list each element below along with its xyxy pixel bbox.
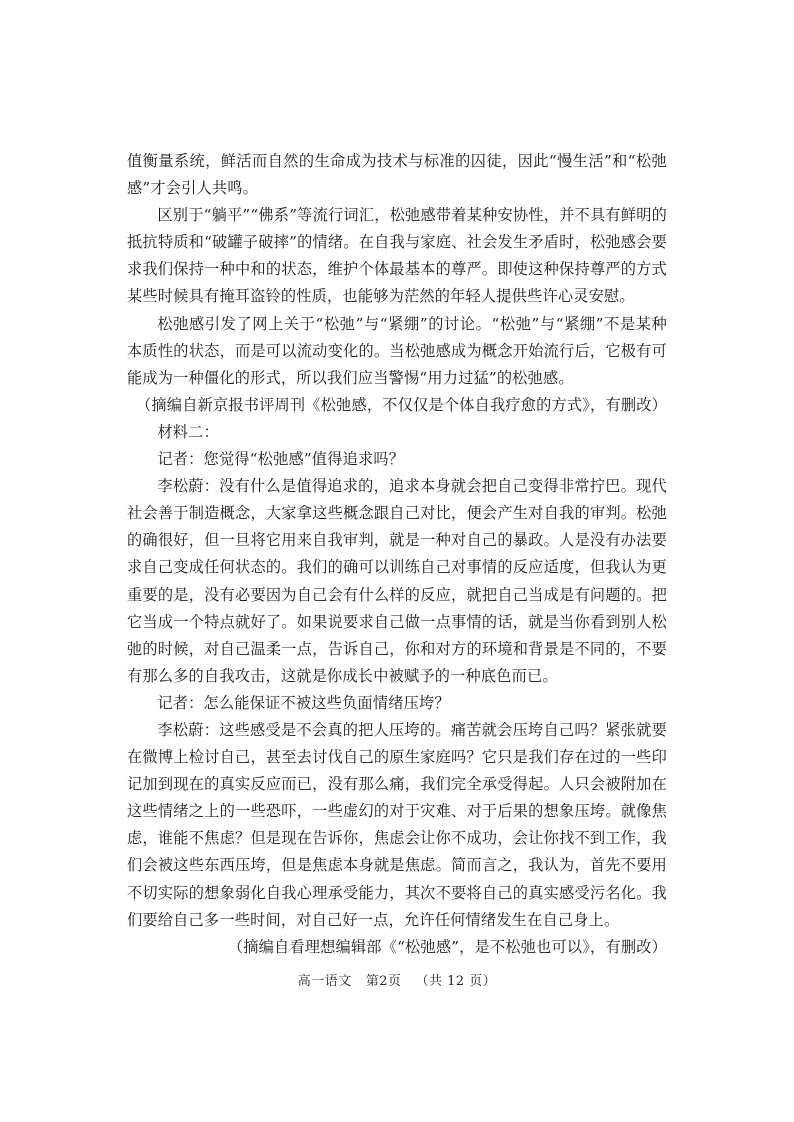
interviewee-answer-1: 李松蔚：没有什么是值得追求的，追求本身就会把自己变得非常拧巴。现代社会善于制造概念，大家拿这些概念跟自己对比，便会产生对自我的审判。松弛的确很好，但一旦将它用来自我审判，就是一种对自己的暴政。人是没有办法要求自己变成任何状态的。我们的确可以训练自己对事情的反应适度，但我认为更重要的是，没有必要因为自己会有什么样的反应，就把自己当成是有问题的。把它当成一个特点就好了。如果说要求自己做一点事情的话，就是当你看到别人松弛的时候，对自己温柔一点，告诉自己，你和对方的环境和背景是不同的，不要有那么多的自我攻击，这就是你成长中被赋予的一种底色而已。 — [127, 477, 667, 685]
material-two-heading: 材料二： — [157, 422, 219, 441]
article-body — [127, 148, 667, 961]
interviewee-answer-2: 李松蔚：这些感受是不会真的把人压垮的。痛苦就会压垮自己吗？紧张就要在微博上检讨自己，甚至去讨伐自己的原生家庭吗？它只是我们存在过的一些印记加到现在的真实反应而已，没有那么痛，我们完全承受得起。人只会被附加在这些情绪之上的一些恐吓，一些虚幻的对于灾难、对于后果的想象压垮。就像焦虑，谁能不焦虑？但是现在告诉你，焦虑会让你不成功，会让你找不到工作，我们会被这些东西压垮，但是焦虑本身就是焦虑。简而言之，我认为，首先不要用不切实际的想象弱化自我心理承受能力，其次不要将自己的真实感受污名化。我们要给自己多一些时间，对自己好一点，允许任何情绪发生在自己身上。 — [127, 720, 667, 929]
reporter-question-2: 记者：怎么能保证不被这些负面情绪压垮？ — [157, 693, 450, 712]
footer-page-number: 第2页 — [365, 974, 402, 989]
paragraph-continuation: 值衡量系统，鲜活而自然的生命成为技术与标准的囚徒，因此“慢生活”和“松弛感”才会引人共鸣。 — [127, 152, 667, 198]
paragraph-relaxation-vs-lying-flat: 区别于“躺平”“佛系”等流行词汇，松弛感带着某种安协性，并不具有鲜明的抵抗特质和“破罐子破摔”的情绪。在自我与家庭、社会发生矛盾时，松弛感会要求我们保持一种中和的状态，维护个体最基本的尊严。即使这种保持尊严的方式某些时候具有掩耳盗铃的性质，也能够为茫然的年轻人提供些许心灵安慰。 — [127, 206, 667, 306]
footer-subject: 高一语文 — [297, 974, 352, 989]
page-footer — [0, 970, 794, 989]
paragraph-relaxed-vs-tense: 松弛感引发了网上关于“松弛”与“紧绷”的讨论。“松弛”与“紧绷”不是某种本质性的状态，而是可以流动变化的。当松弛感成为概念开始流行后，它极有可能成为一种僵化的形式，所以我们应当警惕“用力过猛”的松弛感。 — [127, 314, 667, 387]
source-citation-2: （摘编自看理想编辑部《“松弛感”，是不松弛也可以》，有删改） — [227, 937, 667, 956]
footer-total-pages: （共 12 页） — [415, 974, 497, 989]
source-citation-1: （摘编自新京报书评周刊《松弛感，不仅仅是个体自我疗愈的方式》，有删改） — [136, 395, 667, 414]
reporter-question-1: 记者：您觉得“松弛感”值得追求吗？ — [157, 450, 405, 469]
